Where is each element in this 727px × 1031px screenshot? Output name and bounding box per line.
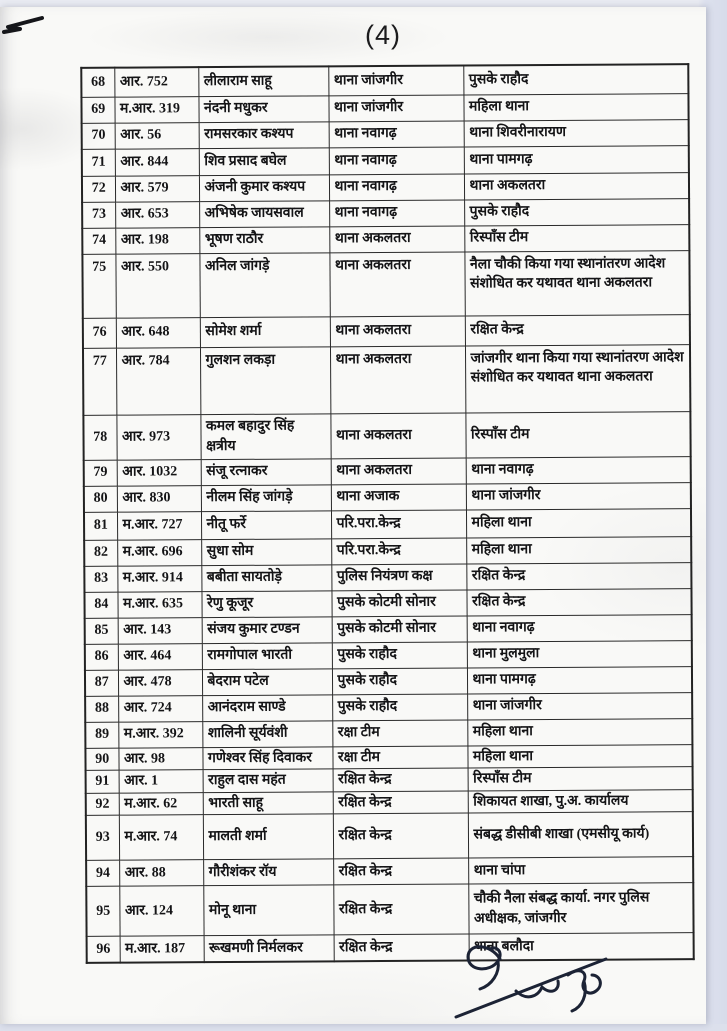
cell-badge-number: आर. 830 bbox=[117, 485, 201, 512]
cell-serial: 80 bbox=[84, 486, 117, 512]
cell-serial: 88 bbox=[85, 696, 118, 722]
cell-badge-number: आर. 464 bbox=[118, 643, 202, 670]
table-row bbox=[82, 250, 689, 318]
cell-name: शिव प्रसाद बघेल bbox=[199, 147, 329, 175]
table-row bbox=[81, 64, 688, 97]
cell-new-posting: चौकी नैला संबद्ध कार्या. नगर पुलिस अधीक्षक, जांजगीर bbox=[468, 883, 693, 934]
cell-badge-number: आर. 550 bbox=[115, 253, 199, 318]
cell-serial: 84 bbox=[84, 592, 117, 618]
cell-current-posting: रक्षित केन्द्र bbox=[333, 791, 468, 814]
cell-name: रामगोपाल भारती bbox=[202, 642, 332, 669]
cell-badge-number: आर. 1032 bbox=[117, 459, 201, 486]
cell-current-posting: थाना अकलतरा bbox=[331, 458, 466, 485]
cell-name: नीतू फर्रे bbox=[201, 510, 331, 539]
table-row bbox=[86, 857, 693, 887]
cell-serial: 95 bbox=[86, 886, 119, 936]
cell-new-posting: महिला थाना bbox=[467, 718, 692, 745]
table-row bbox=[85, 692, 692, 722]
table-row bbox=[82, 145, 689, 176]
cell-current-posting: परि.परा.केन्द्र bbox=[331, 538, 466, 565]
cell-serial: 94 bbox=[86, 860, 119, 886]
cell-current-posting: थाना जांजगीर bbox=[328, 95, 463, 122]
cell-serial: 79 bbox=[84, 460, 117, 486]
cell-new-posting: थाना पामगढ़ bbox=[464, 145, 689, 173]
page-number: (4) bbox=[365, 20, 401, 50]
cell-serial: 69 bbox=[81, 97, 114, 123]
cell-new-posting: थाना शिवरीनारायण bbox=[464, 119, 689, 146]
cell-new-posting: थाना पामगढ़ bbox=[467, 666, 692, 693]
cell-serial: 72 bbox=[82, 176, 115, 202]
cell-serial: 87 bbox=[85, 670, 118, 696]
cell-name: मोनू थाना bbox=[203, 885, 333, 936]
cell-current-posting: रक्षित केन्द्र bbox=[333, 884, 468, 935]
cell-serial: 74 bbox=[82, 228, 115, 254]
cell-badge-number: आर. 124 bbox=[119, 886, 203, 937]
cell-badge-number: आर. 88 bbox=[119, 860, 203, 887]
cell-name: भूषण राठौर bbox=[199, 226, 329, 253]
cell-serial: 77 bbox=[83, 348, 116, 415]
cell-current-posting: थाना नवागढ़ bbox=[329, 147, 464, 175]
cell-new-posting: थाना मुलमुला bbox=[467, 640, 692, 667]
cell-new-posting: महिला थाना bbox=[466, 508, 691, 537]
cell-current-posting: पुसके कोटमी सोनार bbox=[331, 590, 466, 617]
cell-new-posting: थाना बलौदा bbox=[469, 933, 694, 960]
cell-serial: 70 bbox=[82, 123, 115, 149]
table-row bbox=[85, 640, 692, 670]
table-row bbox=[82, 198, 689, 228]
cell-new-posting: रक्षित केन्द्र bbox=[465, 314, 690, 345]
table-row bbox=[85, 614, 692, 644]
cell-name: कमल बहादुर सिंह क्षत्रीय bbox=[200, 413, 330, 459]
cell-serial: 89 bbox=[85, 722, 118, 748]
cell-badge-number: म.आर. 635 bbox=[117, 591, 201, 618]
cell-current-posting: पुसके राहौद bbox=[332, 668, 467, 695]
cell-new-posting: पुसके राहौद bbox=[464, 198, 689, 225]
cell-name: भारती साहू bbox=[203, 792, 333, 815]
cell-serial: 81 bbox=[84, 512, 117, 540]
cell-badge-number: आर. 56 bbox=[115, 122, 199, 149]
cell-name: रेणु कूजूर bbox=[201, 590, 331, 617]
cell-badge-number: म.आर. 392 bbox=[118, 721, 202, 748]
cell-new-posting: शिकायत शाखा, पु.अ. कार्यालय bbox=[468, 789, 693, 813]
table-row bbox=[86, 883, 693, 937]
cell-new-posting: थाना नवागढ़ bbox=[466, 456, 691, 483]
cell-new-posting: रक्षित केन्द्र bbox=[466, 588, 691, 615]
cell-current-posting: थाना अजाक bbox=[331, 484, 466, 511]
table-row bbox=[85, 666, 692, 696]
table-row bbox=[82, 224, 689, 254]
cell-badge-number: आर. 478 bbox=[118, 669, 202, 696]
cell-current-posting: पुलिस नियंत्रण कक्ष bbox=[331, 564, 466, 591]
cell-serial: 68 bbox=[81, 68, 114, 97]
cell-current-posting: रक्षा टीम bbox=[332, 746, 467, 769]
table-row bbox=[84, 456, 691, 486]
cell-current-posting: थाना अकलतरा bbox=[330, 413, 465, 459]
cell-new-posting: थाना चांपा bbox=[468, 857, 693, 884]
cell-name: राहुल दास महंत bbox=[203, 769, 333, 792]
cell-name: बबीता सायतोड़े bbox=[201, 564, 331, 591]
cell-serial: 91 bbox=[86, 770, 119, 793]
cell-new-posting: जांजगीर थाना किया गया स्थानांतरण आदेश संशोधित कर यथावत थाना अकलतरा bbox=[465, 344, 690, 412]
cell-name: रूखमणी निर्मलकर bbox=[204, 935, 334, 962]
table-row bbox=[82, 172, 689, 202]
cell-badge-number: म.आर. 696 bbox=[117, 539, 201, 566]
table-row bbox=[83, 411, 690, 460]
cell-badge-number: आर. 784 bbox=[116, 347, 200, 415]
cell-new-posting: पुसके राहौद bbox=[463, 64, 688, 94]
cell-badge-number: आर. 648 bbox=[116, 317, 200, 348]
cell-serial: 85 bbox=[85, 618, 118, 644]
table-row bbox=[85, 718, 692, 748]
cell-serial: 96 bbox=[87, 936, 120, 962]
cell-badge-number: आर. 98 bbox=[118, 747, 202, 770]
cell-name: अंजनी कुमार कश्यप bbox=[199, 174, 329, 201]
table-row bbox=[81, 93, 688, 123]
cell-new-posting: रिस्पॉंस टीम bbox=[465, 411, 690, 457]
cell-badge-number: आर. 1 bbox=[119, 770, 203, 793]
cell-badge-number: आर. 844 bbox=[115, 148, 199, 176]
cell-serial: 78 bbox=[83, 415, 116, 460]
cell-badge-number: आर. 973 bbox=[116, 414, 200, 460]
cell-badge-number: म.आर. 187 bbox=[120, 936, 204, 963]
cell-name: नीलम सिंह जांगड़े bbox=[201, 484, 331, 511]
cell-name: गुलशन लकड़ा bbox=[200, 346, 330, 414]
cell-current-posting: थाना अकलतरा bbox=[329, 252, 464, 317]
table-row bbox=[83, 314, 690, 348]
cell-name: बेदराम पटेल bbox=[202, 668, 332, 695]
cell-new-posting: संबद्ध डीसीबी शाखा (एमसीयू कार्य) bbox=[468, 812, 693, 858]
cell-name: मालती शर्मा bbox=[203, 814, 333, 860]
table-row bbox=[84, 536, 691, 566]
cell-new-posting: रिस्पॉंस टीम bbox=[464, 224, 689, 251]
cell-current-posting: पुसके राहौद bbox=[332, 694, 467, 721]
cell-current-posting: रक्षित केन्द्र bbox=[334, 934, 469, 961]
table-row bbox=[84, 508, 691, 540]
cell-name: सुधा सोम bbox=[201, 538, 331, 565]
cell-serial: 73 bbox=[82, 202, 115, 228]
cell-current-posting: थाना जांजगीर bbox=[328, 66, 463, 96]
cell-current-posting: थाना अकलतरा bbox=[330, 316, 465, 347]
table-row bbox=[83, 344, 690, 415]
cell-current-posting: रक्षित केन्द्र bbox=[333, 768, 468, 791]
transfer-table-body bbox=[81, 64, 693, 962]
cell-badge-number: आर. 653 bbox=[115, 201, 199, 228]
cell-new-posting: महिला थाना bbox=[463, 93, 688, 120]
cell-new-posting: थाना नवागढ़ bbox=[467, 614, 692, 641]
cell-badge-number: म.आर. 62 bbox=[119, 792, 203, 815]
cell-name: नंदनी मधुकर bbox=[198, 95, 328, 122]
cell-serial: 93 bbox=[86, 815, 119, 860]
transfer-table bbox=[80, 63, 694, 963]
cell-serial: 76 bbox=[83, 318, 116, 348]
cell-name: रामसरकार कश्यप bbox=[199, 121, 329, 148]
cell-name: लीलाराम साहू bbox=[198, 66, 328, 96]
cell-current-posting: थाना नवागढ़ bbox=[329, 200, 464, 227]
cell-name: गौरीशंकर रॉय bbox=[203, 859, 333, 886]
cell-name: अभिषेक जायसवाल bbox=[199, 200, 329, 227]
cell-name: संजू रत्नाकर bbox=[201, 458, 331, 485]
cell-current-posting: थाना अकलतरा bbox=[330, 346, 465, 414]
cell-serial: 71 bbox=[82, 149, 115, 176]
cell-serial: 82 bbox=[84, 540, 117, 566]
cell-name: गणेश्वर सिंह दिवाकर bbox=[202, 746, 332, 769]
table-row bbox=[82, 119, 689, 149]
cell-badge-number: आर. 724 bbox=[118, 695, 202, 722]
handwritten-signature-icon bbox=[438, 939, 638, 1031]
cell-name: शालिनी सूर्यवंशी bbox=[202, 720, 332, 747]
cell-serial: 92 bbox=[86, 793, 119, 816]
cell-current-posting: रक्षित केन्द्र bbox=[333, 858, 468, 885]
cell-current-posting: थाना अकलतरा bbox=[329, 226, 464, 253]
cell-badge-number: आर. 579 bbox=[115, 175, 199, 202]
cell-new-posting: थाना अकलतरा bbox=[464, 172, 689, 199]
cell-current-posting: पुसके राहौद bbox=[332, 642, 467, 669]
cell-badge-number: आर. 752 bbox=[114, 67, 198, 97]
cell-current-posting: रक्षा टीम bbox=[332, 720, 467, 747]
cell-badge-number: म.आर. 914 bbox=[117, 565, 201, 592]
cell-serial: 83 bbox=[84, 566, 117, 592]
cell-serial: 90 bbox=[85, 748, 118, 771]
cell-badge-number: म.आर. 74 bbox=[119, 815, 203, 861]
cell-new-posting: थाना जांजगीर bbox=[466, 482, 691, 509]
cell-new-posting: नैला चौकी किया गया स्थानांतरण आदेश संशोधित कर यथावत थाना अकलतरा bbox=[464, 250, 689, 315]
cell-new-posting: थाना जांजगीर bbox=[467, 692, 692, 719]
cell-name: अनिल जांगड़े bbox=[199, 252, 329, 317]
cell-serial: 86 bbox=[85, 644, 118, 670]
cell-name: सोमेश शर्मा bbox=[200, 316, 330, 347]
cell-current-posting: पुसके कोटमी सोनार bbox=[332, 616, 467, 643]
table-row bbox=[84, 588, 691, 618]
cell-badge-number: म.आर. 319 bbox=[114, 96, 198, 123]
cell-current-posting: रक्षित केन्द्र bbox=[333, 813, 468, 859]
cell-new-posting: रिस्पॉंस टीम bbox=[468, 767, 693, 791]
cell-name: आनंदराम साण्डे bbox=[202, 694, 332, 721]
table-row bbox=[86, 812, 693, 861]
cell-serial: 75 bbox=[82, 254, 115, 318]
cell-new-posting: रक्षित केन्द्र bbox=[466, 562, 691, 589]
cell-current-posting: परि.परा.केन्द्र bbox=[331, 510, 466, 539]
cell-current-posting: थाना नवागढ़ bbox=[329, 174, 464, 201]
cell-badge-number: आर. 198 bbox=[115, 227, 199, 254]
cell-name: संजय कुमार टण्डन bbox=[202, 616, 332, 643]
document-page bbox=[0, 7, 706, 1024]
cell-new-posting: महिला थाना bbox=[466, 536, 691, 563]
table-row bbox=[84, 482, 691, 512]
cell-current-posting: थाना नवागढ़ bbox=[329, 121, 464, 148]
table-row bbox=[84, 562, 691, 592]
cell-badge-number: म.आर. 727 bbox=[117, 511, 201, 540]
cell-new-posting: महिला थाना bbox=[467, 744, 692, 768]
cell-badge-number: आर. 143 bbox=[118, 617, 202, 644]
